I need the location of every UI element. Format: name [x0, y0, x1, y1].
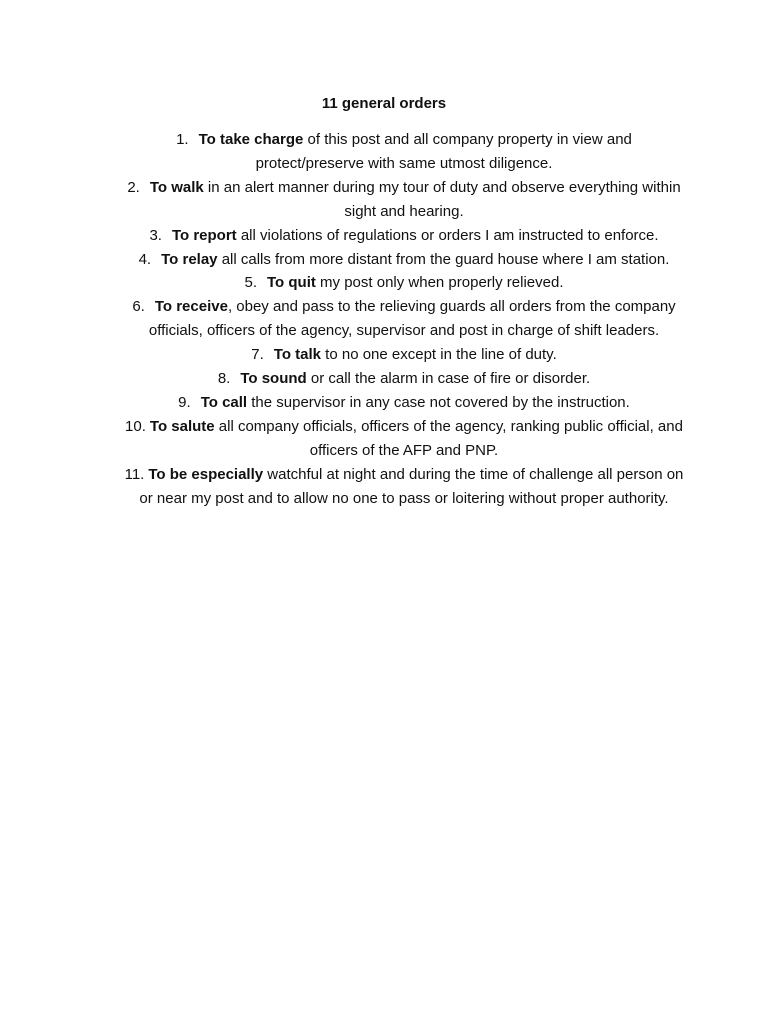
order-number: 9. — [178, 393, 191, 411]
order-number: 7. — [251, 346, 264, 364]
order-text: of this post and all company property in view and protect/preserve with same utmost diligence. — [255, 131, 632, 172]
order-lead: To talk — [273, 346, 322, 364]
list-item — [120, 224, 688, 248]
order-lead: To salute — [149, 417, 215, 435]
order-number: 5. — [244, 274, 257, 292]
order-text: watchful at night and during the time of challenge all person on or near my post and to allow no one to pass or loitering without proper authority. — [139, 465, 684, 507]
order-lead: To take charge — [198, 131, 304, 148]
list-item — [120, 391, 688, 415]
list-item — [120, 271, 688, 295]
order-lead: To quit — [267, 274, 316, 292]
list-item — [120, 176, 688, 224]
order-number: 6. — [132, 298, 145, 316]
order-number: 1. — [176, 131, 189, 148]
order-text: my post only when properly relieved. — [315, 274, 564, 292]
order-number: 8. — [217, 370, 231, 388]
order-text: to no one except in the line of duty. — [321, 346, 557, 364]
list-item — [120, 128, 688, 176]
order-number: 2. — [127, 178, 140, 196]
list-item — [120, 295, 688, 343]
order-lead: To call — [200, 393, 248, 411]
list-item — [120, 367, 688, 391]
order-lead: To be especially — [148, 465, 264, 483]
order-text: all company officials, officers of the agency, ranking public official, and officers of the AFP and PNP. — [214, 417, 683, 459]
order-number: 11. — [124, 465, 145, 483]
order-lead: To relay — [161, 250, 218, 268]
list-item — [120, 463, 688, 511]
order-lead: To receive — [154, 298, 228, 316]
order-number: 4. — [138, 250, 152, 268]
order-text: , obey and pass to the relieving guards all orders from the company officials, officers of the agency, supervisor and post in charge of shift leaders. — [148, 298, 676, 340]
order-number: 10. — [125, 417, 146, 435]
general-orders-list — [120, 128, 688, 511]
order-text: the supervisor in any case not covered by the instruction. — [247, 393, 630, 411]
order-lead: To report — [171, 226, 237, 244]
order-text: in an alert manner during my tour of duty and observe everything within sight and hearing. — [203, 178, 681, 220]
order-text: all calls from more distant from the guard house where I am station. — [217, 250, 670, 268]
order-text: all violations of regulations or orders I am instructed to enforce. — [236, 226, 659, 244]
order-lead: To sound — [240, 370, 307, 388]
document-title: 11 general orders — [321, 95, 447, 112]
order-text: or call the alarm in case of fire or disorder. — [306, 370, 591, 388]
list-item — [120, 248, 688, 272]
order-lead: To walk — [149, 178, 204, 196]
order-number: 3. — [149, 226, 162, 244]
list-item — [120, 343, 688, 367]
list-item — [120, 415, 688, 463]
